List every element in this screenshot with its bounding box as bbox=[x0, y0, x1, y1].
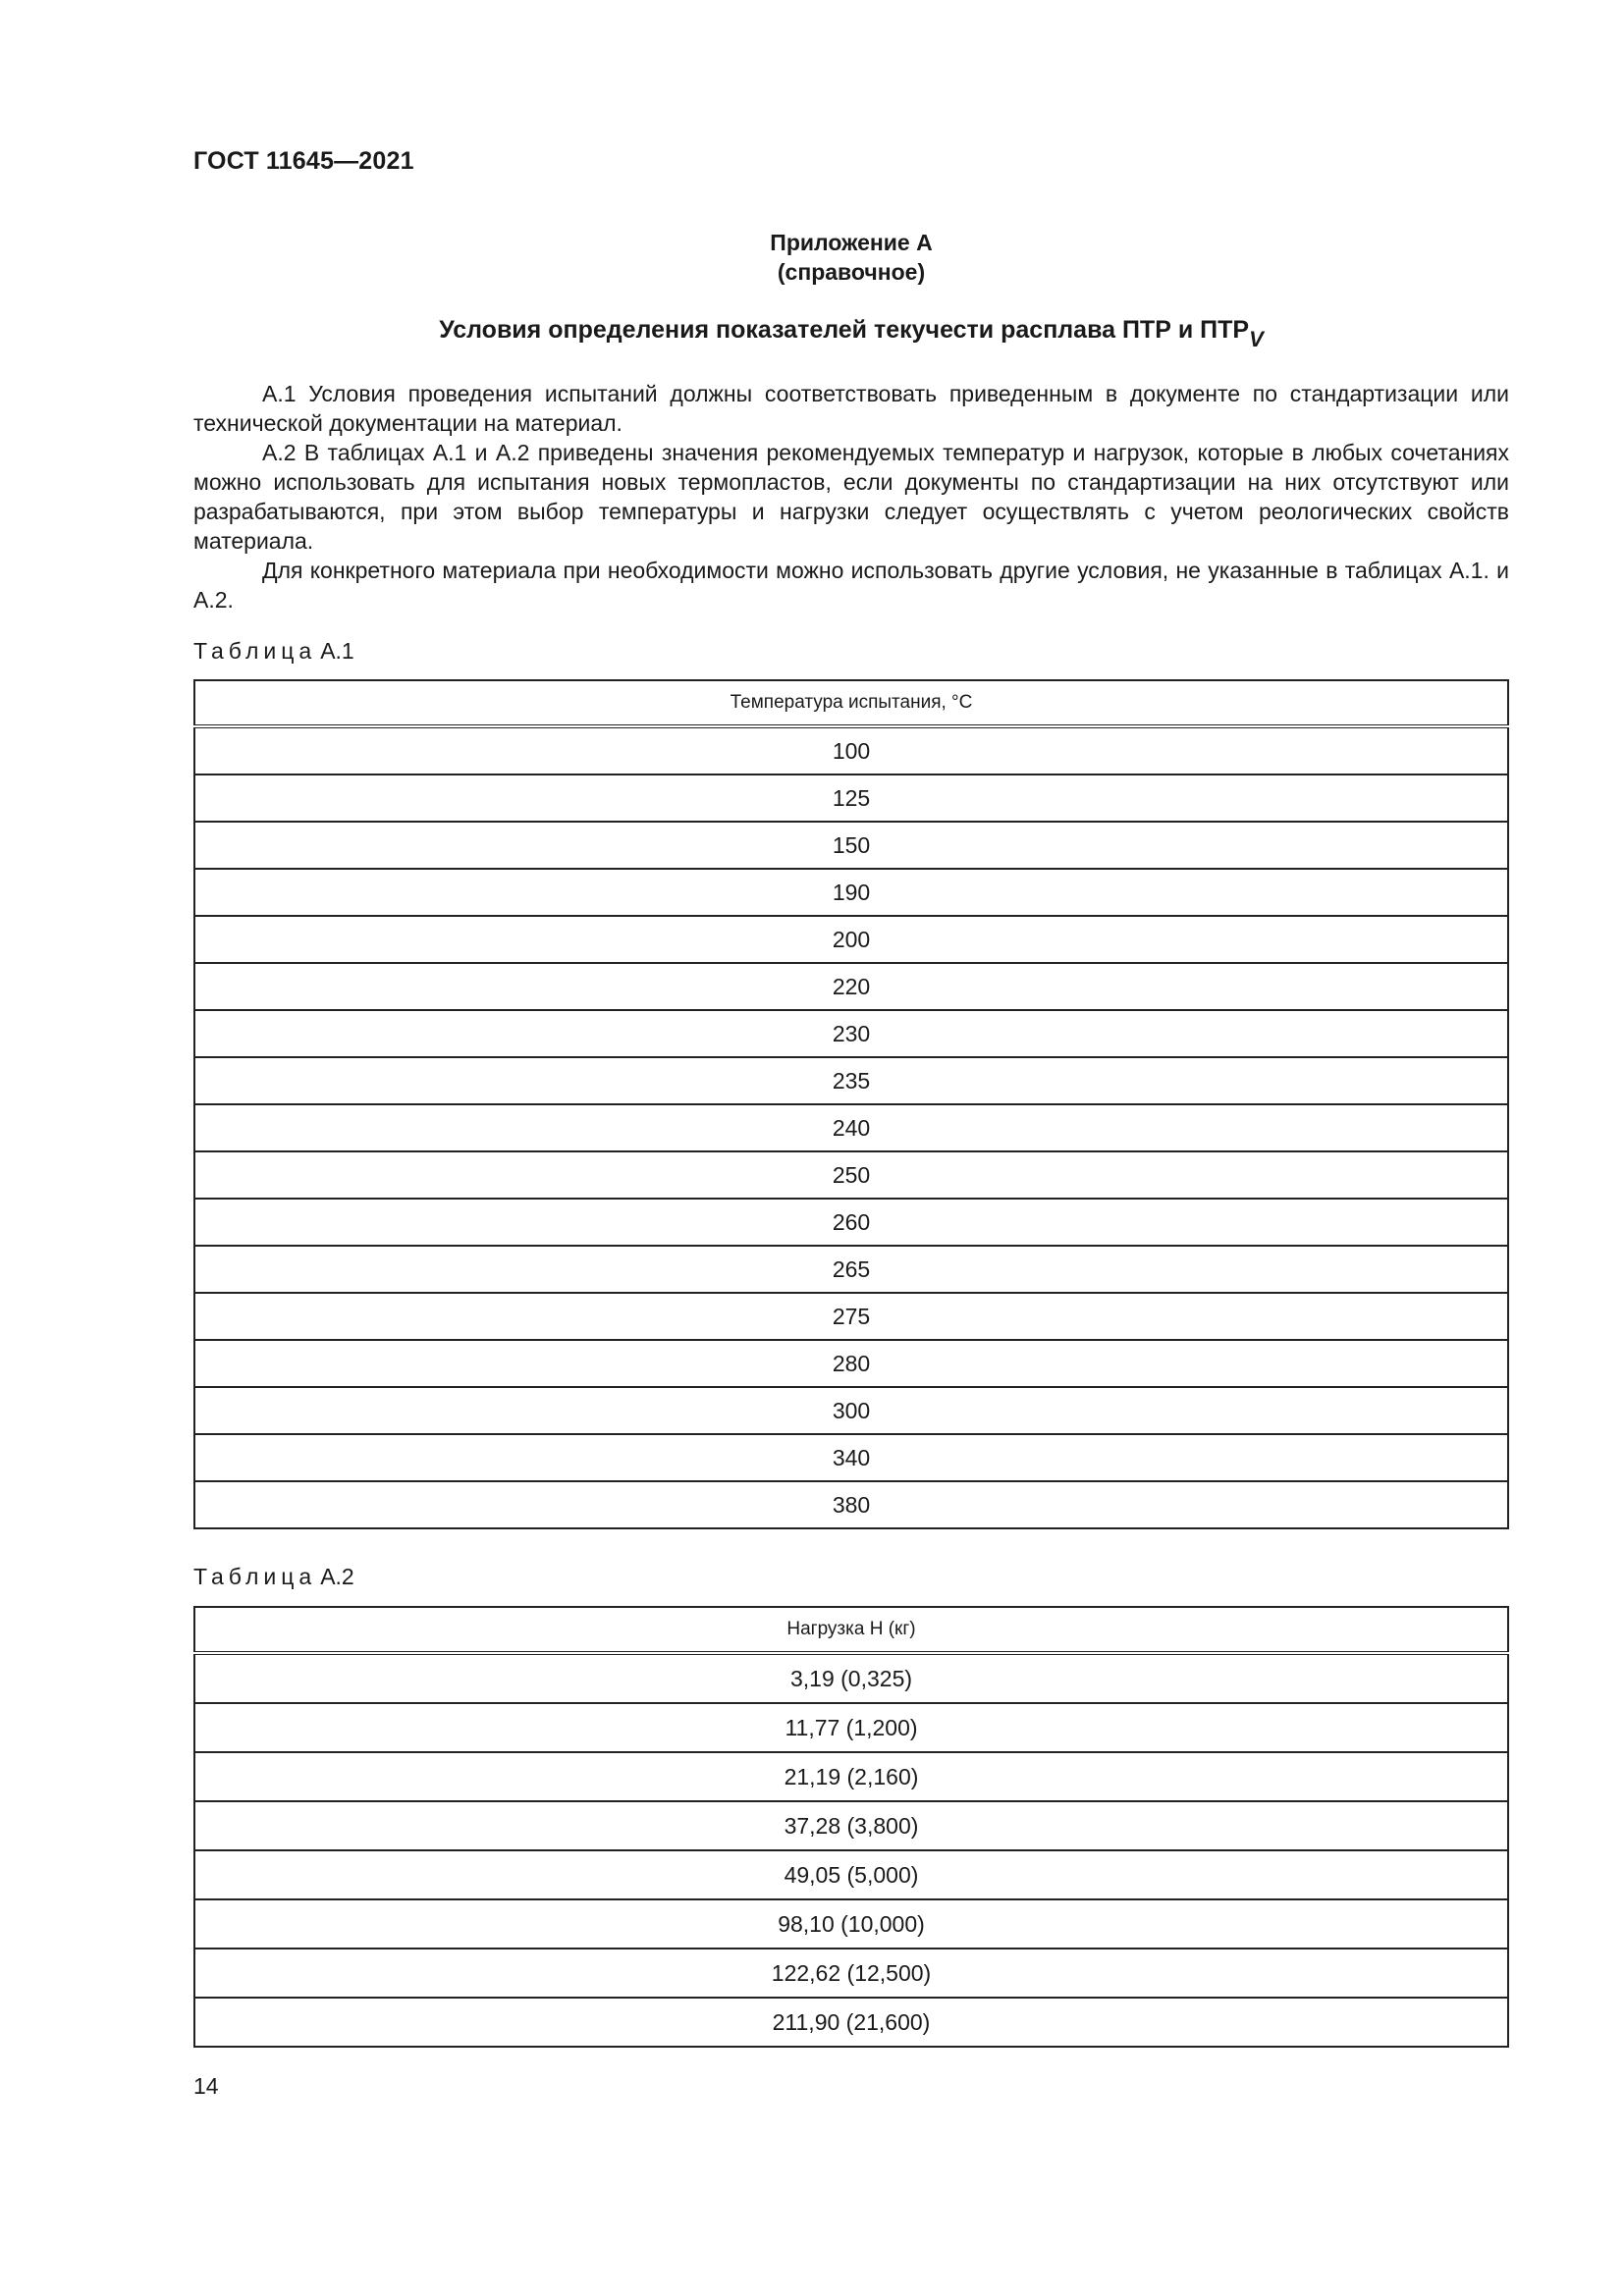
table-a1-row-cell: 100 bbox=[832, 737, 871, 764]
table-a2-row-cell: 211,90 (21,600) bbox=[194, 1998, 1508, 2047]
table-a1-row bbox=[194, 1293, 1508, 1340]
table-a1-row-cell: 230 bbox=[194, 1010, 1508, 1057]
appendix-title-main: Условия определения показателей текучести расплава ПТР и ПТР bbox=[439, 316, 1250, 344]
table-a2 bbox=[193, 1606, 1509, 2048]
table-a1-row bbox=[194, 1340, 1508, 1387]
table-a2-row-cell: 122,62 (12,500) bbox=[194, 1949, 1508, 1998]
table-a1-row-cell: 190 bbox=[194, 869, 1508, 916]
paragraph-a1: А.1 Условия проведения испытаний должны соответствовать приведенным в документе по стандартизации или технической документации на материал. bbox=[193, 381, 1509, 436]
table-a1-caption-num: А.1 bbox=[320, 638, 354, 664]
table-a1-row-cell: 280 bbox=[194, 1340, 1508, 1387]
table-a1-row-cell: 250 bbox=[194, 1151, 1508, 1199]
table-a1-row-cell: 260 bbox=[194, 1199, 1508, 1246]
table-a1-row-cell: 340 bbox=[194, 1434, 1508, 1481]
table-a1-row bbox=[194, 1199, 1508, 1246]
table-a1-row bbox=[194, 1387, 1508, 1434]
table-a1-row bbox=[194, 1151, 1508, 1199]
table-a1-row-cell: 265 bbox=[194, 1246, 1508, 1293]
table-a1-row-cell: 235 bbox=[194, 1057, 1508, 1104]
table-a1-row-cell: 125 bbox=[194, 774, 1508, 822]
page-number: 14 bbox=[193, 2073, 219, 2099]
table-a1-row bbox=[194, 1104, 1508, 1151]
table-a2-row bbox=[194, 1899, 1508, 1949]
table-a2-row-cell: 37,28 (3,800) bbox=[194, 1801, 1508, 1850]
table-a1-row bbox=[194, 1434, 1508, 1481]
table-a1-row bbox=[194, 1481, 1508, 1528]
table-a1-row bbox=[194, 822, 1508, 869]
standard-header: ГОСТ 11645—2021 bbox=[193, 147, 414, 175]
table-a1-body bbox=[194, 726, 1508, 1528]
table-a2-body bbox=[194, 1653, 1508, 2047]
table-a2-row-cell: 98,10 (10,000) bbox=[194, 1899, 1508, 1949]
table-a2-row bbox=[194, 1752, 1508, 1801]
table-a2-row bbox=[194, 1801, 1508, 1850]
paragraph-other-conditions: Для конкретного материала при необходимости можно использовать другие условия, не указанные в таблицах А.1. и А.2. bbox=[193, 558, 1509, 613]
table-a1-row bbox=[194, 1246, 1508, 1293]
table-a2-row bbox=[194, 1850, 1508, 1899]
appendix-title bbox=[193, 316, 1509, 351]
table-a1-header: Температура испытания, °C bbox=[194, 680, 1508, 726]
table-a2-caption bbox=[193, 1564, 354, 1590]
table-a1-row bbox=[194, 963, 1508, 1010]
table-a1-row bbox=[194, 869, 1508, 916]
table-a1-row-cell: 275 bbox=[194, 1293, 1508, 1340]
table-a1-row bbox=[194, 1057, 1508, 1104]
table-a2-row-cell: 21,19 (2,160) bbox=[194, 1752, 1508, 1801]
table-a1-row-cell: 380 bbox=[194, 1481, 1508, 1528]
table-a1-caption bbox=[193, 638, 354, 665]
table-a1-row-cell: 220 bbox=[194, 963, 1508, 1010]
table-a2-header: Нагрузка Н (кг) bbox=[194, 1607, 1508, 1653]
table-a2-row bbox=[194, 1703, 1508, 1752]
table-a1-row-cell: 150 bbox=[194, 822, 1508, 869]
table-a1-row-cell: 240 bbox=[194, 1104, 1508, 1151]
appendix-type: (справочное) bbox=[777, 259, 926, 285]
table-a1-row bbox=[194, 774, 1508, 822]
appendix-label: Приложение А bbox=[770, 230, 933, 255]
table-a2-row-cell: 11,77 (1,200) bbox=[194, 1703, 1508, 1752]
appendix-heading bbox=[193, 228, 1509, 287]
table-a1-row-cell: 200 bbox=[194, 916, 1508, 963]
table-a2-caption-word: Таблица bbox=[193, 1564, 317, 1589]
table-a2-row-cell: 49,05 (5,000) bbox=[194, 1850, 1508, 1899]
table-a2-row bbox=[194, 1998, 1508, 2047]
table-a2-row-cell: 3,19 (0,325) bbox=[789, 1665, 913, 1691]
table-a1-row-cell: 300 bbox=[194, 1387, 1508, 1434]
table-a1-row bbox=[194, 916, 1508, 963]
table-a2-header-row bbox=[194, 1607, 1508, 1653]
paragraph-a2: А.2 В таблицах А.1 и А.2 приведены значения рекомендуемых температур и нагрузок, которые в любых сочетаниях можно использовать для испытания новых термопластов, если документы по стандартизации на них отсутствуют или разрабатываются, при этом выбор температуры и нагрузки следует осуществлять с учетом реологических свойств материала. bbox=[193, 440, 1509, 554]
table-a2-row bbox=[194, 1653, 1508, 1703]
table-a2-caption-num: А.2 bbox=[320, 1564, 354, 1589]
table-a2-row bbox=[194, 1949, 1508, 1998]
appendix-title-subscript: V bbox=[1249, 327, 1264, 351]
table-a1-header-row bbox=[194, 680, 1508, 726]
table-a1 bbox=[193, 679, 1509, 1529]
table-a1-caption-word: Таблица bbox=[193, 638, 317, 664]
table-a1-row bbox=[194, 1010, 1508, 1057]
table-a1-row bbox=[194, 726, 1508, 774]
body-text bbox=[193, 379, 1509, 614]
